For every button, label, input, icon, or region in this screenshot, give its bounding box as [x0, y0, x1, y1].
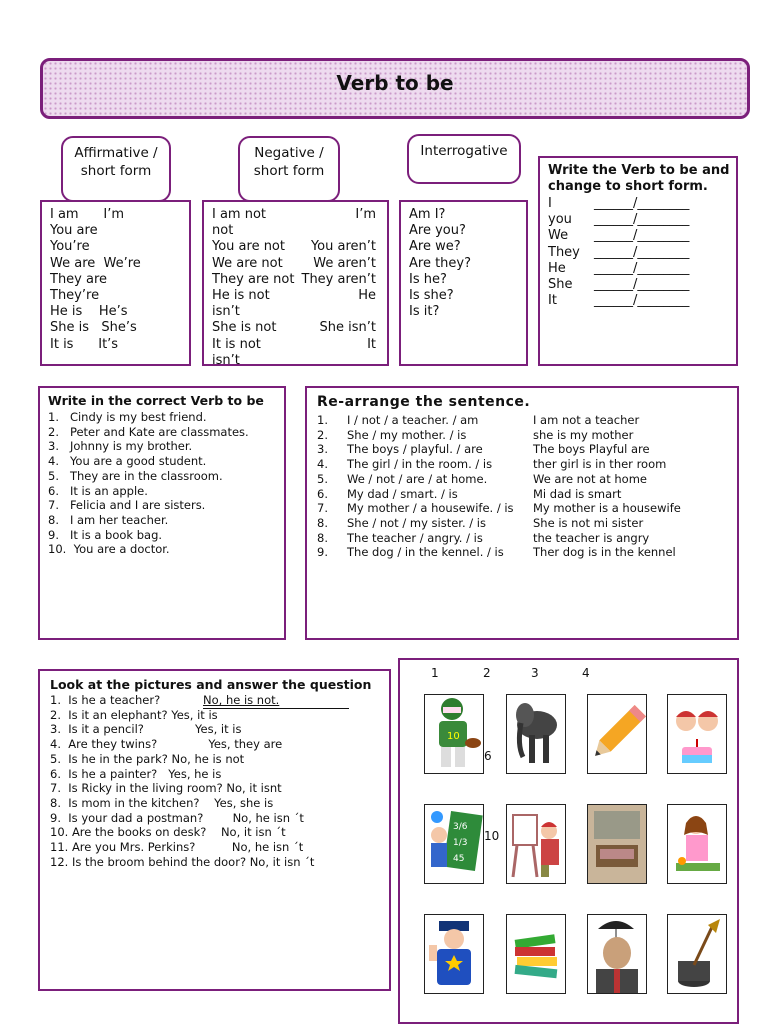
item-number: 5. [317, 471, 328, 486]
painter-picture [506, 804, 566, 884]
answer-sentence: My mother is a housewife [533, 501, 681, 516]
negative-line: It is not [212, 336, 261, 352]
negative-short-form: You aren’t [310, 239, 376, 255]
picture-number: 10 [484, 829, 500, 843]
answer-blank: ______/________ [594, 196, 690, 211]
pronoun-label: They [548, 244, 580, 260]
scrambled-sentence: The boys / playful. / are [347, 442, 483, 457]
elephant-picture [506, 694, 566, 774]
exercise-item: 9. It is a book bag. [48, 527, 163, 542]
short-form-exercise [538, 156, 738, 366]
section-title: Re-arrange the sentence. [317, 394, 531, 410]
negative-short-form: We aren’t [313, 255, 376, 271]
answer-sentence: Mi dad is smart [533, 486, 622, 501]
item-number: 7. [317, 501, 328, 516]
scrambled-sentence: My mother / a housewife. / is [347, 501, 514, 516]
question-item: 8. Is mom in the kitchen? Yes, she is [50, 795, 274, 810]
answer-sentence: the teacher is angry [533, 530, 650, 545]
affirmative-line: We are We’re [50, 255, 141, 271]
exercise-item: 1. Cindy is my best friend. [48, 410, 207, 424]
affirmative-line: She is She’s [50, 320, 137, 336]
living-room-picture [587, 804, 647, 884]
scrambled-sentence: She / my mother. / is [347, 427, 467, 442]
title-banner [40, 58, 750, 119]
question-item: 2. Is it an elephant? Yes, it is [50, 707, 218, 722]
affirmative-box [40, 200, 191, 366]
scrambled-sentence: My dad / smart. / is [347, 486, 458, 501]
football-player-picture [424, 694, 484, 774]
exercise-item: 3. Johnny is my brother. [48, 439, 193, 454]
negative-short-form: It [367, 336, 376, 352]
negative-line: We are not [212, 255, 283, 271]
math-teacher-picture [424, 804, 484, 884]
picture-number: 6 [484, 749, 492, 763]
negative-line: She is not [212, 320, 277, 336]
interrogative-box [399, 200, 528, 366]
svg-text:1/3: 1/3 [453, 838, 468, 848]
answer-blank: ______/________ [594, 228, 690, 244]
twins-picture [667, 694, 727, 774]
question-item: 12. Is the broom behind the door? No, it isn ´t [50, 854, 315, 869]
negative-label: Negative / short form [238, 136, 340, 202]
affirmative-label: Affirmative / short form [61, 136, 171, 202]
answer-sentence: The boys Playful are [533, 442, 650, 457]
scrambled-sentence: I / not / a teacher. / am [347, 413, 479, 427]
question-item: 11. Are you Mrs. Perkins? No, he isn ´t [50, 840, 304, 854]
negative-line: isn’t [212, 304, 240, 320]
answer-blank: ______/________ [594, 277, 690, 292]
correct-verb-box [38, 386, 286, 640]
scrambled-sentence: The dog / in the kennel. / is [347, 545, 504, 560]
negative-line: I am not [212, 207, 267, 222]
picture-number: 4 [582, 666, 590, 680]
pronoun-label: you [548, 212, 572, 228]
answer-blank: ______/________ [594, 212, 690, 228]
section-title: Look at the pictures and answer the question [50, 677, 372, 692]
interrogative-line: Is he? [409, 271, 447, 287]
page-title: Verb to be [336, 71, 454, 95]
affirmative-line: It is It’s [50, 336, 119, 352]
policeman-picture [424, 914, 484, 994]
question-item: 5. Is he in the park? No, he is not [50, 751, 245, 766]
exercise-item: 10. You are a doctor. [48, 542, 170, 557]
pronoun-label: He [548, 260, 566, 276]
svg-text:10: 10 [447, 731, 460, 742]
pencil-picture [587, 694, 647, 774]
negative-line: He is not [212, 288, 270, 303]
exercise-item: 8. I am her teacher. [48, 512, 169, 527]
rearrange-box [305, 386, 739, 640]
question-item: 3. Is it a pencil? Yes, it is [50, 722, 242, 737]
exercise-title: Write the Verb to be and change to short form. [548, 163, 730, 194]
negative-line: isn’t [212, 352, 240, 368]
affirmative-line: They’re [50, 288, 100, 303]
answer-sentence: I am not a teacher [533, 413, 640, 427]
pronoun-label: We [548, 228, 569, 244]
question-item: 1. Is he a teacher? [50, 693, 161, 707]
books-picture [506, 914, 566, 994]
scrambled-sentence: The teacher / angry. / is [347, 530, 483, 545]
affirmative-line: You’re [50, 239, 90, 255]
mom-kitchen-picture [667, 804, 727, 884]
scrambled-sentence: The girl / in the room. / is [347, 457, 493, 472]
answer-sentence: she is my mother [533, 427, 634, 442]
interrogative-line: Is she? [409, 288, 454, 303]
negative-line: You are not [212, 239, 285, 255]
interrogative-line: Are you? [409, 223, 466, 239]
answer-1: No, he is not. [203, 693, 349, 709]
man-umbrella-picture [587, 914, 647, 994]
svg-text:3/6: 3/6 [453, 822, 468, 832]
scrambled-sentence: We / not / are / at home. [347, 471, 488, 486]
answer-blank: ______/________ [594, 260, 690, 276]
item-number: 8. [317, 515, 328, 530]
item-number: 6. [317, 486, 328, 501]
item-number: 9. [317, 545, 328, 560]
answer-blank: ______/________ [594, 293, 690, 309]
answer-blank: ______/________ [594, 244, 690, 260]
question-item: 4. Are they twins? Yes, they are [50, 737, 283, 752]
item-number: 8. [317, 530, 328, 545]
interrogative-line: Is it? [409, 304, 440, 320]
question-item: 9. Is your dad a postman? No, he isn ´t [50, 810, 304, 825]
pictures-question-box [38, 669, 391, 991]
exercise-item: 7. Felicia and I are sisters. [48, 498, 206, 513]
affirmative-line: You are [50, 223, 98, 239]
exercise-item: 6. It is an apple. [48, 483, 148, 498]
picture-number: 2 [483, 666, 491, 680]
negative-box [202, 200, 389, 366]
affirmative-line: He is He’s [50, 304, 128, 320]
negative-short-form: She isn’t [319, 320, 376, 336]
interrogative-label: Interrogative [407, 134, 521, 184]
question-item: 7. Is Ricky in the living room? No, it isnt [50, 781, 282, 796]
question-item: 10. Are the books on desk? No, it isn ´t [50, 825, 286, 840]
item-number: 4. [317, 457, 328, 472]
question-item: 6. Is he a painter? Yes, he is [50, 766, 222, 781]
interrogative-line: Am I? [409, 207, 446, 222]
negative-line: They are not [212, 271, 295, 287]
scrambled-sentence: She / not / my sister. / is [347, 515, 486, 530]
exercise-item: 5. They are in the classroom. [48, 468, 223, 483]
item-number: 3. [317, 442, 328, 457]
pronoun-label: I [548, 196, 552, 211]
affirmative-line: I am I’m [50, 207, 125, 222]
picture-number: 3 [531, 666, 539, 680]
answer-sentence: She is not mi sister [533, 515, 644, 530]
section-title: Write in the correct Verb to be [48, 393, 264, 408]
interrogative-line: Are we? [409, 239, 461, 255]
exercise-item: 4. You are a good student. [48, 454, 207, 469]
item-number: 1. [317, 413, 328, 427]
picture-number: 1 [431, 666, 439, 680]
svg-text:45: 45 [453, 854, 465, 864]
broom-picture [667, 914, 727, 994]
negative-short-form: He [358, 288, 376, 303]
negative-short-form: I’m [355, 207, 376, 222]
negative-short-form: They aren’t [301, 271, 376, 287]
affirmative-line: They are [50, 271, 108, 287]
negative-line: not [212, 223, 234, 239]
pronoun-label: She [548, 277, 573, 292]
answer-sentence: We are not at home [533, 471, 647, 486]
pronoun-label: It [548, 293, 557, 309]
answer-sentence: ther girl is in ther room [533, 457, 667, 472]
exercise-item: 2. Peter and Kate are classmates. [48, 424, 249, 439]
pictures-box [398, 658, 739, 1024]
interrogative-line: Are they? [409, 255, 472, 271]
item-number: 2. [317, 427, 328, 442]
answer-sentence: Ther dog is in the kennel [533, 545, 676, 560]
